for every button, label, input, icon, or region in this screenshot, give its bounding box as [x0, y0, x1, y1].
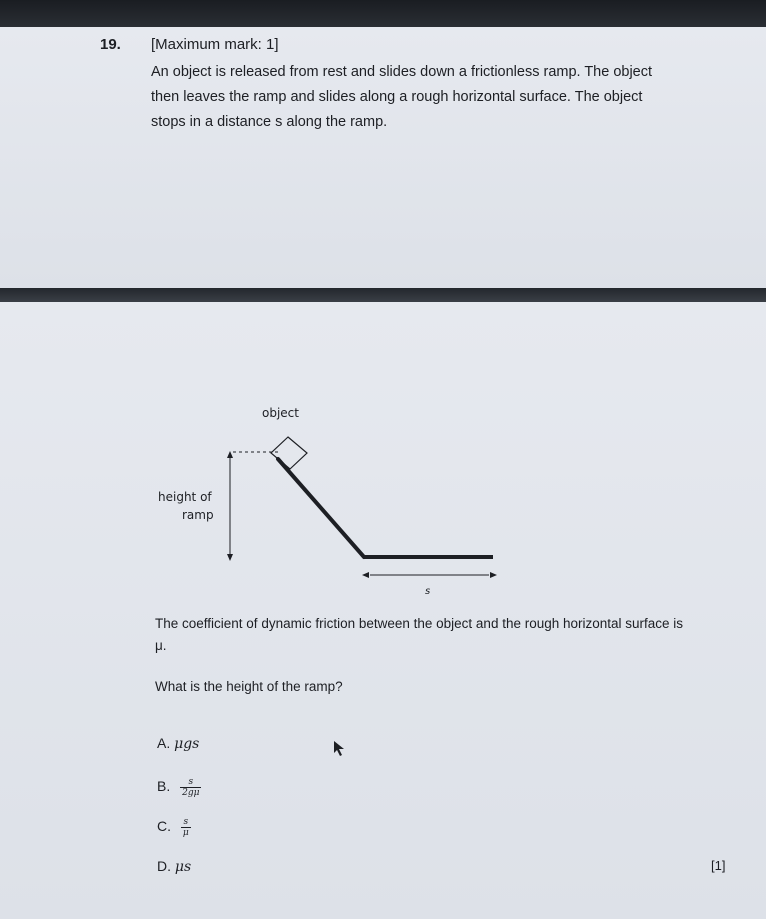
object-block — [271, 437, 307, 469]
top-dark-band — [0, 0, 766, 27]
height-label-line2: ramp — [182, 508, 214, 522]
height-arrow-head-bottom — [227, 554, 233, 561]
ramp-diagram — [140, 395, 520, 605]
option-c-letter: C. — [157, 818, 171, 835]
mouse-pointer-icon — [333, 740, 347, 758]
distance-arrow-head-left — [362, 572, 369, 578]
question-number: 19. — [100, 36, 121, 53]
option-a[interactable] — [157, 735, 199, 752]
option-c-denominator: μ — [182, 828, 189, 838]
option-a-expression: μgs — [174, 736, 200, 752]
option-c-numerator: s — [181, 817, 191, 828]
option-d[interactable] — [157, 858, 191, 875]
option-d-expression: μs — [174, 859, 192, 875]
option-b-letter: B. — [157, 778, 171, 795]
height-label-line1: height of — [158, 490, 212, 504]
distance-label: s — [425, 586, 431, 597]
option-d-letter: D. — [157, 858, 171, 874]
question-prompt: What is the height of the ramp? — [155, 679, 343, 694]
option-b-denominator: 2gμ — [182, 788, 200, 798]
friction-statement: The coefficient of dynamic friction between the object and the rough horizontal surface is μ. — [155, 616, 684, 653]
option-c-fraction — [181, 817, 191, 838]
object-label: object — [262, 406, 299, 420]
ramp-slope — [278, 459, 364, 557]
option-a-letter: A. — [157, 735, 171, 751]
option-c[interactable] — [157, 817, 191, 838]
option-b-numerator: s — [180, 777, 201, 788]
question-stem: An object is released from rest and slides down a frictionless ramp. The object then leaves the ramp and slides along a rough horizontal surface. The object stops in a distance s along the ramp. — [151, 64, 653, 130]
option-b[interactable] — [157, 777, 201, 798]
option-b-fraction — [180, 777, 201, 798]
maximum-mark: [Maximum mark: 1] — [151, 36, 279, 53]
distance-arrow-head-right — [490, 572, 497, 578]
middle-dark-band — [0, 288, 766, 302]
marks-indicator: [1] — [711, 858, 726, 873]
height-arrow-head-top — [227, 451, 233, 458]
